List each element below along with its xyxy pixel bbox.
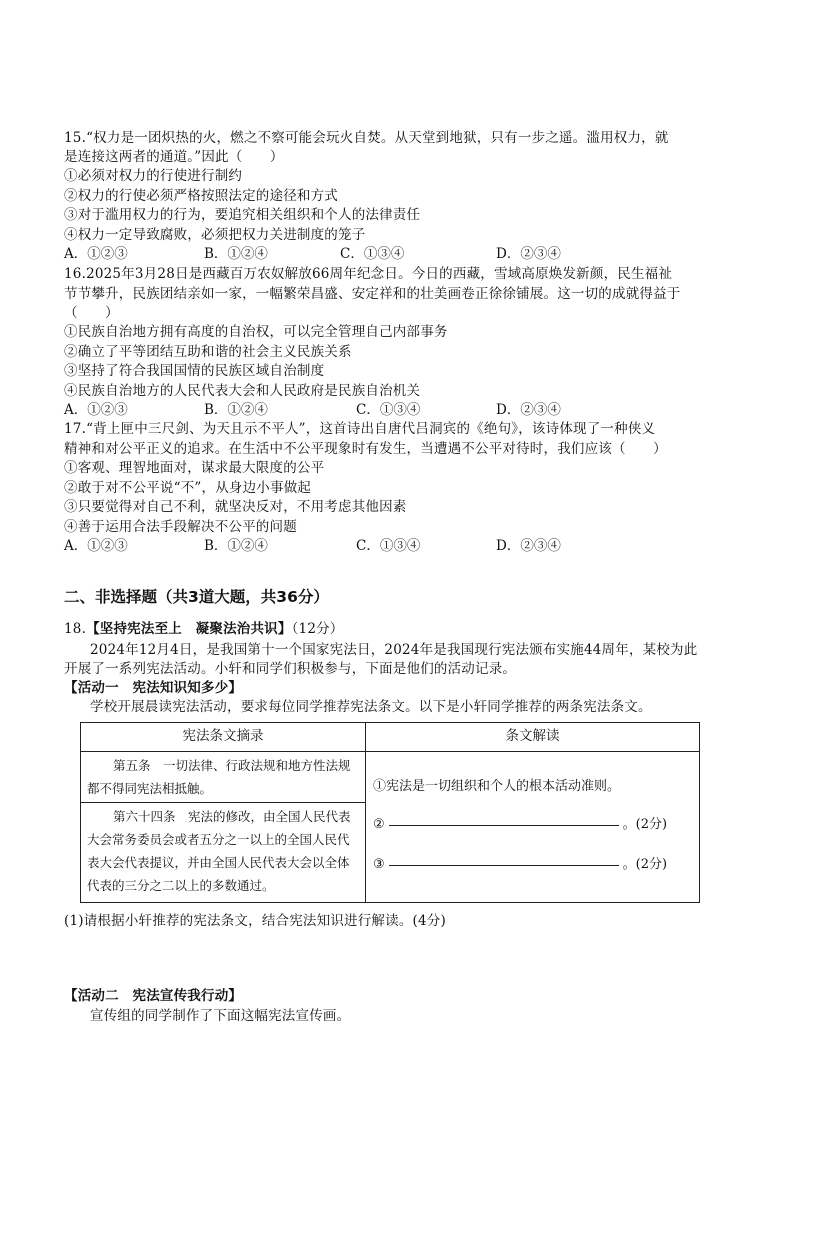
q17-option-c: C．①③④ <box>356 538 421 554</box>
q18-intro-line2: 开展了一系列宪法活动。小轩和同学们积极参与，下面是他们的活动记录。 <box>64 661 517 677</box>
q16-option-b: B．①②④ <box>204 402 268 418</box>
q18-heading <box>64 620 344 638</box>
q15-stem-line2: 是连接这两者的通道。”因此（ ） <box>64 149 284 165</box>
q16-stem-line3: （ ） <box>64 305 119 321</box>
q16-item-3: ③坚持了符合我国国情的民族区域自治制度 <box>64 363 325 379</box>
article-5-text: 第五条 一切法律、行政法规和地方性法规都不得同宪法相抵触。 <box>81 752 365 803</box>
q15-item-1: ①必须对权力的行使进行制约 <box>64 168 243 184</box>
q17-item-4: ④善于运用合法手段解决不公平的问题 <box>64 519 297 535</box>
interpretation-2-label: ② <box>373 817 385 832</box>
q15-option-a: A．①②③ <box>64 246 128 262</box>
q17-item-2: ②敢于对不公平说“不”，从身边小事做起 <box>64 480 312 496</box>
q17-option-a: A．①②③ <box>64 538 128 554</box>
table-header-interpretation: 条文解读 <box>366 723 700 752</box>
q15-item-2: ②权力的行使必须严格按照法定的途径和方式 <box>64 188 338 204</box>
q15-option-d: D．②③④ <box>496 246 561 262</box>
q18-number: 18. <box>64 621 87 637</box>
q16-option-c: C．①③④ <box>356 402 421 418</box>
q16-stem-line2: 节节攀升，民族团结亲如一家，一幅繁荣昌盛、安定祥和的壮美画卷正徐徐铺展。这一切的成就得益于 <box>64 286 681 302</box>
interpretation-1: ①宪法是一切组织和个人的根本活动准则。 <box>373 779 621 794</box>
activity1-description: 学校开展晨读宪法活动，要求每位同学推荐宪法条文。以下是小轩同学推荐的两条宪法条文。 <box>90 699 652 715</box>
q17-stem-line1: 17.“背上匣中三尺剑、为天且示不平人”，这首诗出自唐代吕洞宾的《绝句》，该诗体现了一种侠义 <box>64 421 656 437</box>
q16-item-1: ①民族自治地方拥有高度的自治权，可以完全管理自己内部事务 <box>64 324 448 340</box>
interpretation-cell <box>366 752 700 903</box>
q15-stem-line1: 15.“权力是一团炽热的火，燃之不察可能会玩火自焚。从天堂到地狱，只有一步之遥。滥用权力，就 <box>64 130 669 146</box>
q16-stem-line1: 16.2025年3月28日是西藏百万农奴解放66周年纪念日。今日的西藏，雪域高原焕发新颜，民生福祉 <box>64 266 673 282</box>
q17-option-d: D．②③④ <box>496 538 561 554</box>
interpretation-3-row <box>373 853 667 872</box>
q18-score: （12分） <box>291 621 344 637</box>
q15-item-3: ③对于滥用权力的行为，要追究相关组织和个人的法律责任 <box>64 207 421 223</box>
q16-item-2: ②确立了平等团结互助和谐的社会主义民族关系 <box>64 344 352 360</box>
q18-sub-question-1: (1)请根据小轩推荐的宪法条文，结合宪法知识进行解读。(4分) <box>64 913 446 929</box>
interpretation-2-blank[interactable] <box>389 825 619 826</box>
q17-item-3: ③只要觉得对自己不利，就坚决反对，不用考虑其他因素 <box>64 499 407 515</box>
q16-option-a: A．①②③ <box>64 402 128 418</box>
article-64-text: 第六十四条 宪法的修改，由全国人民代表大会常务委员会或者五分之一以上的全国人民代表大会代表提议，并由全国人民代表大会以全体代表的三分之二以上的多数通过。 <box>87 809 351 893</box>
q17-item-1: ①客观、理智地面对，谋求最大限度的公平 <box>64 460 325 476</box>
interpretation-2-score: 。(2分) <box>622 817 668 832</box>
table-header-excerpt: 宪法条文摘录 <box>81 723 366 752</box>
section-title: 二、非选择题（共3道大题，共36分） <box>64 588 329 606</box>
q15-option-b: B．①②④ <box>204 246 268 262</box>
interpretation-3-score: 。(2分) <box>622 857 668 872</box>
q15-item-4: ④权力一定导致腐败，必须把权力关进制度的笼子 <box>64 227 366 243</box>
q18-title: 【坚持宪法至上 凝聚法治共识】 <box>86 621 292 637</box>
activity1-title: 【活动一 宪法知识知多少】 <box>64 680 243 696</box>
excerpt-cell <box>81 752 366 903</box>
interpretation-2-row <box>373 813 667 832</box>
q18-intro-line1: 2024年12月4日，是我国第十一个国家宪法日，2024年是我国现行宪法颁布实施44周年，某校为此 <box>90 642 698 658</box>
q15-option-c: C．①③④ <box>340 246 405 262</box>
interpretation-3-blank[interactable] <box>389 865 619 866</box>
activity2-title: 【活动二 宪法宣传我行动】 <box>64 988 243 1004</box>
constitution-table <box>80 722 700 903</box>
q16-option-d: D．②③④ <box>496 402 561 418</box>
interpretation-3-label: ③ <box>373 857 385 872</box>
q16-item-4: ④民族自治地方的人民代表大会和人民政府是民族自治机关 <box>64 383 421 399</box>
q17-option-b: B．①②④ <box>204 538 268 554</box>
activity2-description: 宣传组的同学制作了下面这幅宪法宣传画。 <box>90 1008 351 1024</box>
q17-stem-line2: 精神和对公平正义的追求。在生活中不公平现象时有发生，当遭遇不公平对待时，我们应该（ ） <box>64 441 667 457</box>
